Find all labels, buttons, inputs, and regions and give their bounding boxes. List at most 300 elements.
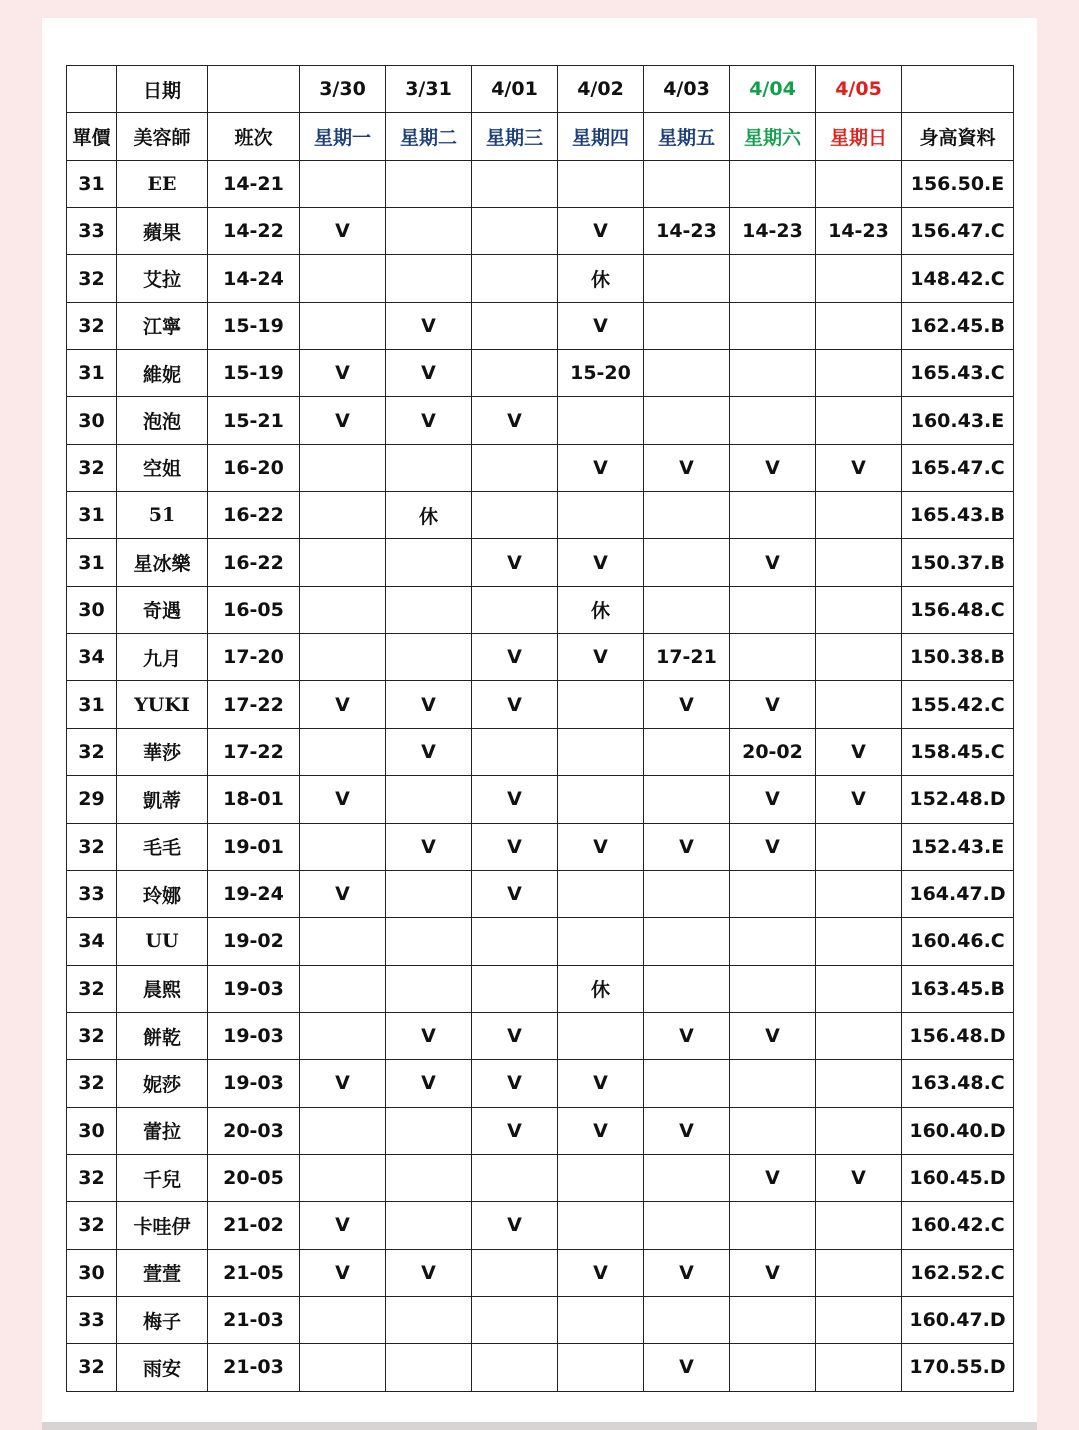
day-cell: V: [386, 823, 472, 870]
price-cell: 29: [67, 776, 117, 823]
day-cell: [644, 492, 730, 539]
day-cell: [816, 302, 902, 349]
shift-cell: 19-01: [208, 823, 300, 870]
day-cell: [644, 1060, 730, 1107]
day-cell: V: [300, 208, 386, 255]
table-row: [67, 1154, 1014, 1201]
day-cell: V: [644, 1249, 730, 1296]
day-cell: [816, 1060, 902, 1107]
therapist-name-cell: 毛毛: [117, 823, 208, 870]
table-row: [67, 397, 1014, 444]
therapist-name-cell: 空姐: [117, 444, 208, 491]
header-date: 4/02: [558, 66, 644, 113]
day-cell: [386, 1107, 472, 1154]
shift-cell: 19-24: [208, 870, 300, 917]
price-cell: 33: [67, 1296, 117, 1343]
height-data-cell: 148.42.C: [902, 255, 1014, 302]
table-row: [67, 728, 1014, 775]
day-cell: [300, 539, 386, 586]
day-cell: [644, 776, 730, 823]
day-cell: V: [386, 1249, 472, 1296]
day-cell: [816, 870, 902, 917]
therapist-name-cell: 卡哇伊: [117, 1202, 208, 1249]
height-data-cell: 156.50.E: [902, 160, 1014, 207]
day-cell: [558, 870, 644, 917]
page-bottom-edge: [42, 1422, 1037, 1430]
day-cell: V: [730, 681, 816, 728]
day-cell: [730, 397, 816, 444]
day-cell: [472, 492, 558, 539]
shift-cell: 19-02: [208, 918, 300, 965]
therapist-name-cell: 維妮: [117, 350, 208, 397]
day-cell: [644, 1202, 730, 1249]
day-cell: [816, 823, 902, 870]
day-cell: 休: [558, 586, 644, 633]
height-data-cell: 170.55.D: [902, 1344, 1014, 1391]
table-row: [67, 634, 1014, 681]
shift-cell: 14-22: [208, 208, 300, 255]
table-row: [67, 160, 1014, 207]
day-cell: [472, 965, 558, 1012]
day-cell: V: [558, 634, 644, 681]
day-cell: [816, 965, 902, 1012]
day-cell: V: [386, 397, 472, 444]
day-cell: [300, 1154, 386, 1201]
day-cell: [816, 918, 902, 965]
shift-cell: 15-19: [208, 302, 300, 349]
table-row: [67, 444, 1014, 491]
table-row: [67, 1107, 1014, 1154]
therapist-name-cell: 凱蒂: [117, 776, 208, 823]
therapist-name-cell: EE: [117, 160, 208, 207]
header-date: 3/31: [386, 66, 472, 113]
header-row-dates: [67, 66, 1014, 113]
table-row: [67, 539, 1014, 586]
day-cell: [730, 1107, 816, 1154]
day-cell: V: [472, 776, 558, 823]
day-cell: 14-23: [644, 208, 730, 255]
day-cell: V: [644, 1344, 730, 1391]
day-cell: [558, 492, 644, 539]
table-row: [67, 965, 1014, 1012]
day-cell: [386, 634, 472, 681]
day-cell: [386, 539, 472, 586]
header-shift-label: 班次: [208, 113, 300, 160]
day-cell: [300, 823, 386, 870]
height-data-cell: 162.45.B: [902, 302, 1014, 349]
shift-cell: 14-21: [208, 160, 300, 207]
day-cell: [300, 965, 386, 1012]
day-cell: [386, 965, 472, 1012]
price-cell: 32: [67, 823, 117, 870]
day-cell: V: [300, 870, 386, 917]
therapist-name-cell: 蘋果: [117, 208, 208, 255]
day-cell: [558, 1296, 644, 1343]
day-cell: [558, 1012, 644, 1059]
height-data-cell: 160.42.C: [902, 1202, 1014, 1249]
day-cell: V: [816, 728, 902, 775]
shift-cell: 20-05: [208, 1154, 300, 1201]
therapist-name-cell: 奇遇: [117, 586, 208, 633]
day-cell: V: [472, 1107, 558, 1154]
day-cell: [816, 1012, 902, 1059]
price-cell: 31: [67, 492, 117, 539]
height-data-cell: 150.37.B: [902, 539, 1014, 586]
schedule-table: [66, 65, 1014, 1392]
header-date: 4/03: [644, 66, 730, 113]
day-cell: V: [558, 1060, 644, 1107]
day-cell: V: [300, 350, 386, 397]
day-cell: [816, 160, 902, 207]
day-cell: V: [558, 302, 644, 349]
header-weekday: 星期日: [816, 113, 902, 160]
day-cell: [472, 586, 558, 633]
height-data-cell: 160.40.D: [902, 1107, 1014, 1154]
day-cell: [644, 350, 730, 397]
height-data-cell: 155.42.C: [902, 681, 1014, 728]
day-cell: [644, 965, 730, 1012]
shift-cell: 17-22: [208, 681, 300, 728]
day-cell: [644, 918, 730, 965]
day-cell: [730, 160, 816, 207]
day-cell: [644, 586, 730, 633]
height-data-cell: 152.43.E: [902, 823, 1014, 870]
day-cell: [816, 634, 902, 681]
price-cell: 32: [67, 965, 117, 1012]
day-cell: V: [730, 1154, 816, 1201]
day-cell: 休: [386, 492, 472, 539]
day-cell: V: [386, 1012, 472, 1059]
day-cell: V: [300, 1249, 386, 1296]
day-cell: [300, 302, 386, 349]
day-cell: V: [558, 1249, 644, 1296]
height-data-cell: 165.43.C: [902, 350, 1014, 397]
day-cell: V: [472, 870, 558, 917]
day-cell: V: [558, 823, 644, 870]
day-cell: V: [300, 681, 386, 728]
therapist-name-cell: 51: [117, 492, 208, 539]
therapist-name-cell: 華莎: [117, 728, 208, 775]
day-cell: [558, 1202, 644, 1249]
header-date: 4/01: [472, 66, 558, 113]
day-cell: V: [816, 1154, 902, 1201]
day-cell: V: [386, 302, 472, 349]
day-cell: 17-21: [644, 634, 730, 681]
shift-cell: 19-03: [208, 965, 300, 1012]
price-cell: 32: [67, 1344, 117, 1391]
day-cell: 休: [558, 965, 644, 1012]
day-cell: V: [644, 1107, 730, 1154]
therapist-name-cell: 九月: [117, 634, 208, 681]
day-cell: V: [644, 1012, 730, 1059]
day-cell: [300, 255, 386, 302]
shift-cell: 17-22: [208, 728, 300, 775]
day-cell: [644, 1296, 730, 1343]
therapist-name-cell: YUKI: [117, 681, 208, 728]
day-cell: [300, 918, 386, 965]
day-cell: V: [472, 1060, 558, 1107]
day-cell: [558, 776, 644, 823]
day-cell: 20-02: [730, 728, 816, 775]
day-cell: [558, 918, 644, 965]
price-cell: 30: [67, 1249, 117, 1296]
day-cell: [644, 539, 730, 586]
day-cell: [730, 918, 816, 965]
day-cell: V: [300, 1060, 386, 1107]
price-cell: 34: [67, 918, 117, 965]
header-date-label: 日期: [117, 66, 208, 113]
day-cell: [644, 728, 730, 775]
day-cell: [558, 728, 644, 775]
shift-cell: 16-20: [208, 444, 300, 491]
height-data-cell: 163.45.B: [902, 965, 1014, 1012]
day-cell: V: [472, 1202, 558, 1249]
day-cell: [300, 160, 386, 207]
height-data-cell: 165.43.B: [902, 492, 1014, 539]
shift-cell: 16-22: [208, 492, 300, 539]
header-price-label: 單價: [67, 113, 117, 160]
height-data-cell: 164.47.D: [902, 870, 1014, 917]
day-cell: [816, 492, 902, 539]
shift-cell: 20-03: [208, 1107, 300, 1154]
day-cell: V: [730, 444, 816, 491]
day-cell: [558, 160, 644, 207]
day-cell: V: [472, 681, 558, 728]
table-row: [67, 776, 1014, 823]
day-cell: [730, 1344, 816, 1391]
table-row: [67, 350, 1014, 397]
day-cell: V: [386, 728, 472, 775]
height-data-cell: 150.38.B: [902, 634, 1014, 681]
day-cell: V: [472, 539, 558, 586]
day-cell: [472, 1296, 558, 1343]
day-cell: V: [472, 1012, 558, 1059]
day-cell: [644, 870, 730, 917]
price-cell: 32: [67, 1012, 117, 1059]
shift-cell: 15-21: [208, 397, 300, 444]
price-cell: 32: [67, 302, 117, 349]
day-cell: [472, 728, 558, 775]
day-cell: [300, 586, 386, 633]
header-empty-cell: [67, 66, 117, 113]
table-row: [67, 1012, 1014, 1059]
day-cell: [816, 586, 902, 633]
day-cell: [730, 492, 816, 539]
day-cell: [472, 350, 558, 397]
day-cell: [816, 539, 902, 586]
day-cell: [730, 634, 816, 681]
header-weekday: 星期三: [472, 113, 558, 160]
header-weekday: 星期一: [300, 113, 386, 160]
table-row: [67, 1249, 1014, 1296]
price-cell: 33: [67, 208, 117, 255]
header-name-label: 美容師: [117, 113, 208, 160]
shift-cell: 21-05: [208, 1249, 300, 1296]
day-cell: [558, 397, 644, 444]
height-data-cell: 160.47.D: [902, 1296, 1014, 1343]
day-cell: [300, 1344, 386, 1391]
table-row: [67, 918, 1014, 965]
day-cell: [730, 255, 816, 302]
day-cell: [558, 1154, 644, 1201]
price-cell: 30: [67, 397, 117, 444]
day-cell: [816, 1296, 902, 1343]
height-data-cell: 160.45.D: [902, 1154, 1014, 1201]
day-cell: [472, 160, 558, 207]
day-cell: [386, 776, 472, 823]
price-cell: 32: [67, 444, 117, 491]
day-cell: V: [558, 444, 644, 491]
day-cell: [472, 1154, 558, 1201]
header-empty-cell: [902, 66, 1014, 113]
day-cell: [300, 728, 386, 775]
shift-cell: 14-24: [208, 255, 300, 302]
table-row: [67, 1296, 1014, 1343]
therapist-name-cell: 江寧: [117, 302, 208, 349]
shift-cell: 21-03: [208, 1296, 300, 1343]
day-cell: [558, 681, 644, 728]
price-cell: 31: [67, 160, 117, 207]
day-cell: [644, 255, 730, 302]
day-cell: [558, 1344, 644, 1391]
day-cell: [816, 397, 902, 444]
therapist-name-cell: 蕾拉: [117, 1107, 208, 1154]
day-cell: [816, 1249, 902, 1296]
height-data-cell: 156.47.C: [902, 208, 1014, 255]
day-cell: V: [558, 208, 644, 255]
day-cell: [386, 586, 472, 633]
header-date: 4/04: [730, 66, 816, 113]
day-cell: [386, 870, 472, 917]
price-cell: 31: [67, 539, 117, 586]
therapist-name-cell: 餅乾: [117, 1012, 208, 1059]
day-cell: V: [730, 539, 816, 586]
height-data-cell: 152.48.D: [902, 776, 1014, 823]
day-cell: [386, 1344, 472, 1391]
therapist-name-cell: 梅子: [117, 1296, 208, 1343]
header-empty-cell: [208, 66, 300, 113]
day-cell: V: [300, 1202, 386, 1249]
day-cell: [472, 208, 558, 255]
shift-cell: 21-02: [208, 1202, 300, 1249]
day-cell: [300, 492, 386, 539]
day-cell: V: [386, 681, 472, 728]
day-cell: [644, 1154, 730, 1201]
shift-cell: 18-01: [208, 776, 300, 823]
day-cell: [386, 1296, 472, 1343]
day-cell: [730, 1202, 816, 1249]
day-cell: [472, 444, 558, 491]
day-cell: [816, 681, 902, 728]
price-cell: 32: [67, 728, 117, 775]
day-cell: [386, 444, 472, 491]
table-row: [67, 1202, 1014, 1249]
day-cell: [472, 918, 558, 965]
header-row-labels: [67, 113, 1014, 160]
day-cell: V: [300, 397, 386, 444]
day-cell: 14-23: [816, 208, 902, 255]
day-cell: [386, 1202, 472, 1249]
day-cell: [644, 397, 730, 444]
day-cell: [386, 918, 472, 965]
day-cell: [730, 350, 816, 397]
day-cell: [386, 1154, 472, 1201]
day-cell: [816, 350, 902, 397]
therapist-name-cell: 萱萱: [117, 1249, 208, 1296]
day-cell: V: [816, 776, 902, 823]
shift-cell: 15-19: [208, 350, 300, 397]
day-cell: V: [558, 539, 644, 586]
price-cell: 34: [67, 634, 117, 681]
day-cell: V: [730, 823, 816, 870]
table-row: [67, 1060, 1014, 1107]
height-data-cell: 163.48.C: [902, 1060, 1014, 1107]
day-cell: [644, 160, 730, 207]
header-height-label: 身高資料: [902, 113, 1014, 160]
day-cell: V: [644, 823, 730, 870]
table-row: [67, 823, 1014, 870]
day-cell: [386, 208, 472, 255]
price-cell: 32: [67, 1060, 117, 1107]
day-cell: V: [386, 350, 472, 397]
shift-cell: 21-03: [208, 1344, 300, 1391]
day-cell: [816, 1202, 902, 1249]
day-cell: [730, 870, 816, 917]
shift-cell: 16-05: [208, 586, 300, 633]
day-cell: V: [472, 397, 558, 444]
day-cell: [644, 302, 730, 349]
day-cell: [816, 1107, 902, 1154]
day-cell: [730, 1296, 816, 1343]
day-cell: V: [386, 1060, 472, 1107]
day-cell: [730, 586, 816, 633]
header-date: 3/30: [300, 66, 386, 113]
day-cell: V: [730, 1249, 816, 1296]
day-cell: V: [730, 776, 816, 823]
therapist-name-cell: 千兒: [117, 1154, 208, 1201]
table-row: [67, 492, 1014, 539]
day-cell: [730, 965, 816, 1012]
day-cell: [816, 255, 902, 302]
table-row: [67, 1344, 1014, 1391]
header-weekday: 星期五: [644, 113, 730, 160]
shift-cell: 19-03: [208, 1012, 300, 1059]
therapist-name-cell: 泡泡: [117, 397, 208, 444]
day-cell: [386, 255, 472, 302]
day-cell: V: [730, 1012, 816, 1059]
table-row: [67, 302, 1014, 349]
therapist-name-cell: 玲娜: [117, 870, 208, 917]
day-cell: 14-23: [730, 208, 816, 255]
day-cell: [472, 302, 558, 349]
height-data-cell: 156.48.D: [902, 1012, 1014, 1059]
height-data-cell: 165.47.C: [902, 444, 1014, 491]
height-data-cell: 162.52.C: [902, 1249, 1014, 1296]
day-cell: V: [558, 1107, 644, 1154]
day-cell: V: [644, 681, 730, 728]
price-cell: 33: [67, 870, 117, 917]
header-weekday: 星期六: [730, 113, 816, 160]
day-cell: [472, 1249, 558, 1296]
day-cell: V: [644, 444, 730, 491]
height-data-cell: 160.46.C: [902, 918, 1014, 965]
day-cell: [300, 1296, 386, 1343]
shift-cell: 19-03: [208, 1060, 300, 1107]
header-weekday: 星期四: [558, 113, 644, 160]
therapist-name-cell: 雨安: [117, 1344, 208, 1391]
price-cell: 31: [67, 681, 117, 728]
price-cell: 30: [67, 586, 117, 633]
